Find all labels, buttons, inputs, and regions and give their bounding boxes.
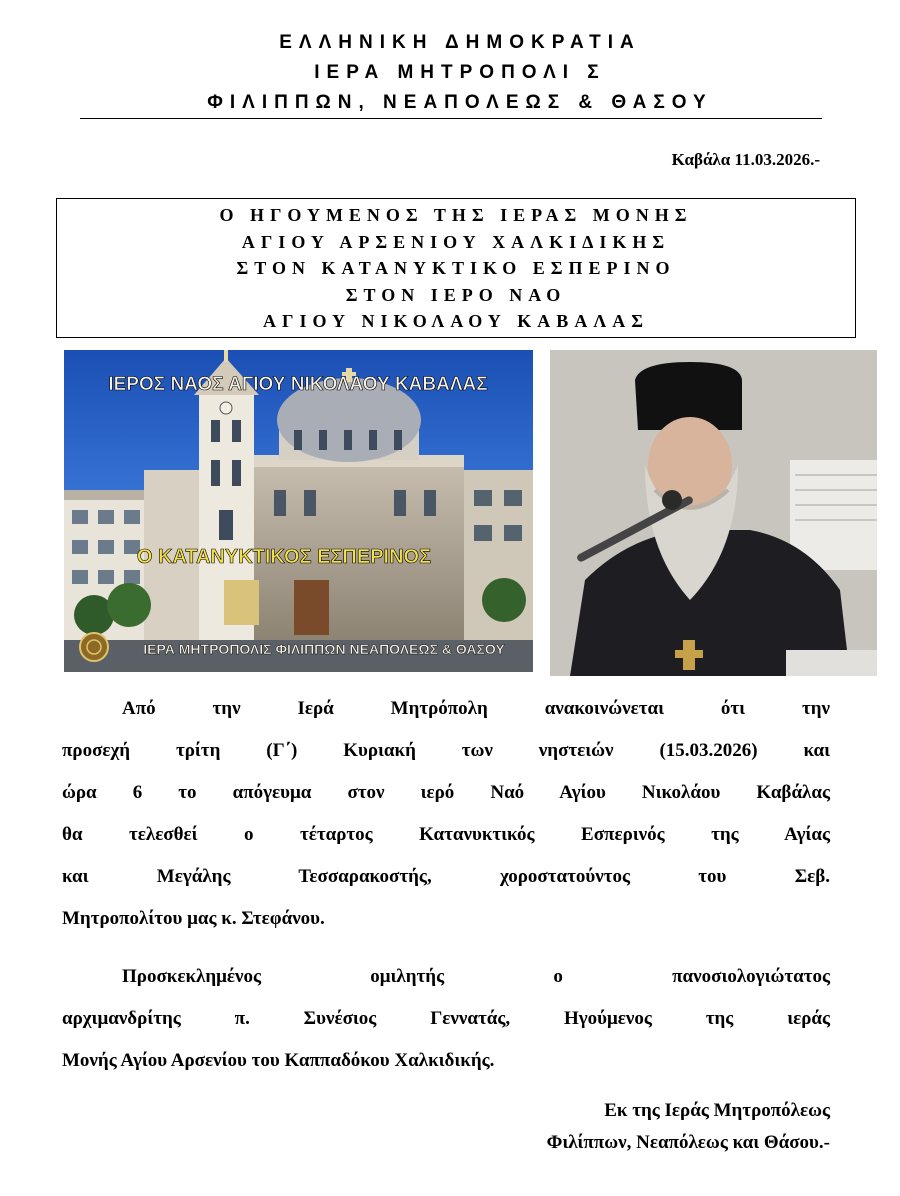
title-line: ΣΤΟΝ ΙΕΡΟ ΝΑΟ [345,284,567,305]
title-box [56,198,856,338]
header-line-1: ΕΛΛΗΝΙΚΗ ΔΗΜΟΚΡΑΤΙΑ [279,32,641,53]
poster-top-caption: ΙΕΡΟΣ ΝΑΟΣ ΑΓΙΟΥ ΝΙΚΟΛΑΟΥ ΚΑΒΑΛΑΣ [108,374,488,395]
signature-line-1: Εκ της Ιεράς Μητροπόλεως [604,1100,830,1121]
metropolis-seal-icon [80,633,108,661]
announcement-paragraph-1 [62,688,830,940]
announcement-paragraph-2 [62,956,830,1082]
signature-line-2: Φιλίππων, Νεαπόλεως και Θάσου.- [546,1132,830,1153]
body-line: και Μεγάλης Τεσσαρακοστής, χοροστατούντος του Σεβ. [62,866,830,887]
body-line: Μονής Αγίου Αρσενίου του Καππαδόκου Χαλκιδικής. [62,1050,495,1071]
speaker-portrait-image [550,350,877,676]
body-line: Από την Ιερά Μητρόπολη ανακοινώνεται ότι την [122,698,830,719]
body-line: προσεχή τρίτη (Γ΄) Κυριακή των νηστειών (15.03.2026) και [62,740,830,761]
title-line: Ο ΗΓΟΥΜΕΝΟΣ ΤΗΣ ΙΕΡΑΣ ΜΟΝΗΣ [219,205,693,225]
header-line-2: ΙΕΡΑ ΜΗΤΡΟΠΟΛΙ Σ [314,62,606,83]
title-line: ΑΓΙΟΥ ΑΡΣΕΝΙΟΥ ΧΑΛΚΙΔΙΚΗΣ [241,231,671,252]
title-line: ΣΤΟΝ ΚΑΤΑΝΥΚΤΙΚΟ ΕΣΠΕΡΙΝΟ [236,258,676,278]
church-poster-image [64,350,533,672]
body-line: αρχιμανδρίτης π. Συνέσιος Γεννατάς, Ηγούμενος της ιεράς [62,1008,830,1029]
header-rule [80,118,822,119]
header-line-3: ΦΙΛΙΠΠΩΝ, ΝΕΑΠΟΛΕΩΣ & ΘΑΣΟΥ [207,92,713,113]
poster-bottom-caption: ΙΕΡΑ ΜΗΤΡΟΠΟΛΙΣ ΦΙΛΙΠΠΩΝ ΝΕΑΠΟΛΕΩΣ & ΘΑΣΟΥ [143,641,505,657]
body-line: ώρα 6 το απόγευμα στον ιερό Ναό Αγίου Νικολάου Καβάλας [62,782,830,803]
body-line: Προσκεκλημένος ομιλητής ο πανοσιολογιώτατος [122,966,830,987]
body-line: θα τελεσθεί ο τέταρτος Κατανυκτικός Εσπερινός της Αγίας [62,824,830,845]
body-line: Μητροπολίτου μας κ. Στεφάνου. [62,908,325,929]
poster-middle-caption: Ο ΚΑΤΑΝΥΚΤΙΚΟΣ ΕΣΠΕΡΙΝΟΣ [136,546,432,568]
title-line: ΑΓΙΟΥ ΝΙΚΟΛΑΟΥ ΚΑΒΑΛΑΣ [263,311,649,331]
document-date: Καβάλα 11.03.2026.- [671,150,820,169]
